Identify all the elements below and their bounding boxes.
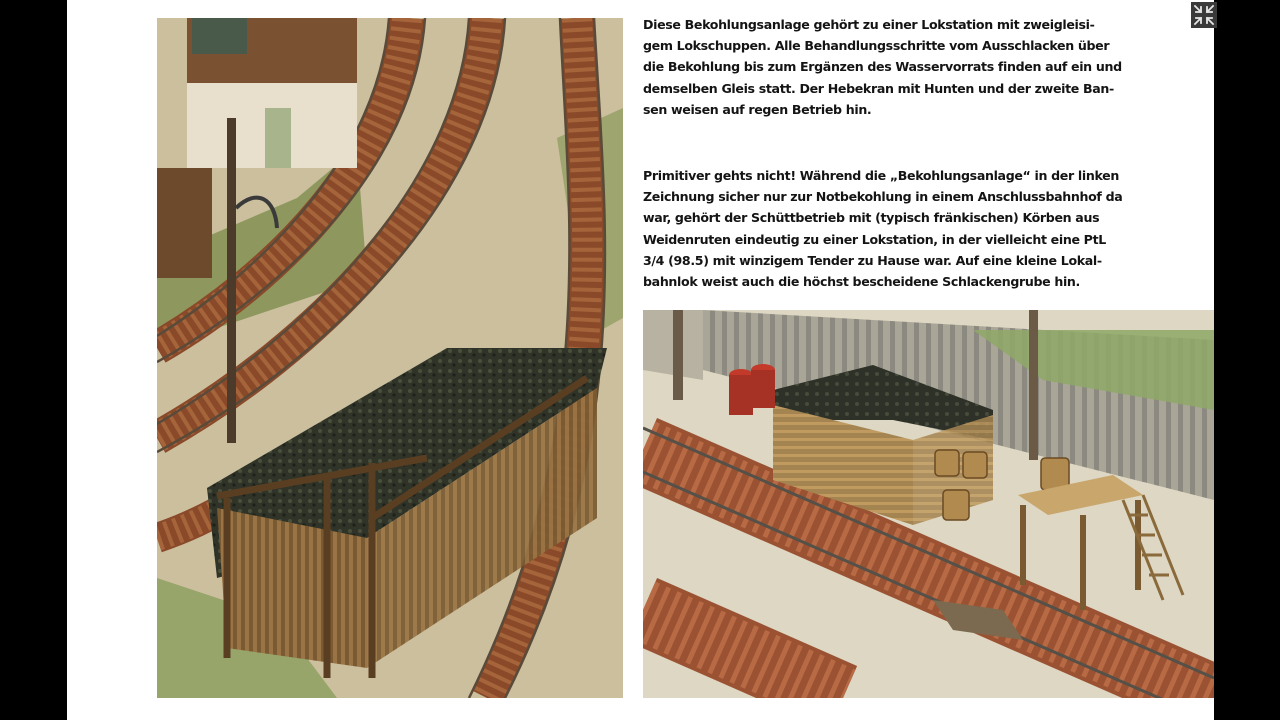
basket-coaling-drawing [643,310,1214,698]
paragraph-1-line: sen weisen auf regen Betrieb hin. [643,101,872,117]
paragraph-2 [643,165,1123,292]
paragraph-2-line: war, gehört der Schüttbetrieb mit (typisch fränkischen) Körben aus [643,210,1100,226]
paragraph-1-line: Diese Bekohlungsanlage gehört zu einer Lokstation mit zweigleisi- [643,17,1095,32]
illustration-coaling-bunker [157,18,623,698]
paragraph-2-line: Primitiver gehts nicht! Während die „Bekohlungsanlage“ in der linken [643,168,1119,183]
illustration-basket-coaling [643,310,1214,698]
paragraph-2-line: 3/4 (98.5) mit winzigem Tender zu Hause war. Auf eine kleine Lokal- [643,252,1102,268]
paragraph-1 [643,14,1122,120]
coaling-bunker-drawing [157,18,623,698]
paragraph-2-line: bahnlok weist auch die höchst bescheidene Schlackengrube hin. [643,274,1080,290]
paragraph-1-line: demselben Gleis statt. Der Hebekran mit Hunten und der zweite Ban- [643,80,1114,96]
paragraph-1-line: die Bekohlung bis zum Ergänzen des Wasservorrats finden auf ein und [643,59,1122,75]
paragraph-2-line: Zeichnung sicher nur zur Notbekohlung in einem Anschlussbahnhof da [643,189,1123,205]
fullscreen-exit-icon [1191,2,1217,28]
paragraph-2-line: Weidenruten eindeutig zu einer Lokstation, in der vielleicht eine PtL [643,231,1106,247]
document-page [67,0,1214,720]
fullscreen-button[interactable] [1191,2,1217,28]
paragraph-1-line: gem Lokschuppen. Alle Behandlungsschritte vom Ausschlacken über [643,38,1110,54]
